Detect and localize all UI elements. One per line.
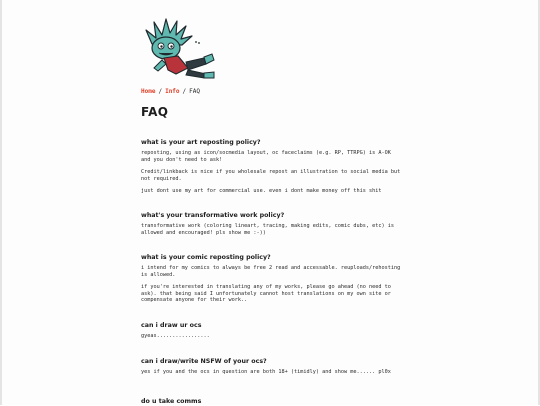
site-logo-character[interactable] [142, 18, 220, 80]
left-scrollbar-edge [0, 0, 2, 405]
faq-answer: gyeas................. [141, 333, 210, 339]
faq-item [141, 139, 403, 195]
breadcrumb [141, 88, 200, 96]
faq-answer: just dont use my art for commercial use. even i dont make money off this shit [141, 188, 382, 194]
faq-question: do u take comms [141, 398, 202, 405]
faq-answer: reposting, using as icon/socmedia layout, oc faceclaims (e.g. RP, TTRPG) is A-OK and you don't need to ask! [141, 150, 391, 163]
faq-question: can i draw ur ocs [141, 322, 202, 329]
faq-item [141, 322, 403, 340]
breadcrumb-home-link[interactable]: Home [141, 88, 156, 95]
breadcrumb-info-link[interactable]: Info [165, 88, 180, 95]
breadcrumb-separator: / [158, 88, 163, 95]
faq-question: what's your transformative work policy? [141, 212, 285, 219]
breadcrumb-separator: / [182, 88, 187, 95]
page-title: FAQ [141, 105, 169, 119]
faq-answer: if you're interested in translating any of my works, please go ahead (no need to ask). that being said I unfortunately cannot host translations on my own site or compensate anyone for their work.. [141, 284, 391, 303]
faq-answer: transformative work (coloring lineart, tracing, making edits, comic dubs, etc) is allowed and encouraged! pls show me :-)) [141, 223, 394, 236]
faq-question: what is your art reposting policy? [141, 139, 261, 146]
breadcrumb-current: FAQ [189, 88, 200, 95]
faq-answer: Credit/linkback is nice if you wholesale repost an illustration to social media but not required. [141, 169, 401, 182]
faq-item [141, 212, 403, 236]
faq-answer: yes if you and the ocs in question are both 18+ (timidly) and show me...... pl0x [141, 369, 391, 375]
faq-question: what is your comic reposting policy? [141, 254, 271, 261]
faq-item [141, 254, 403, 304]
faq-answer: i intend for my comics to always be free 2 read and accessable. reuploads/rehosting is allowed. [141, 265, 401, 278]
faq-item [141, 358, 403, 376]
faq-question: can i draw/write NSFW of your ocs? [141, 358, 267, 365]
